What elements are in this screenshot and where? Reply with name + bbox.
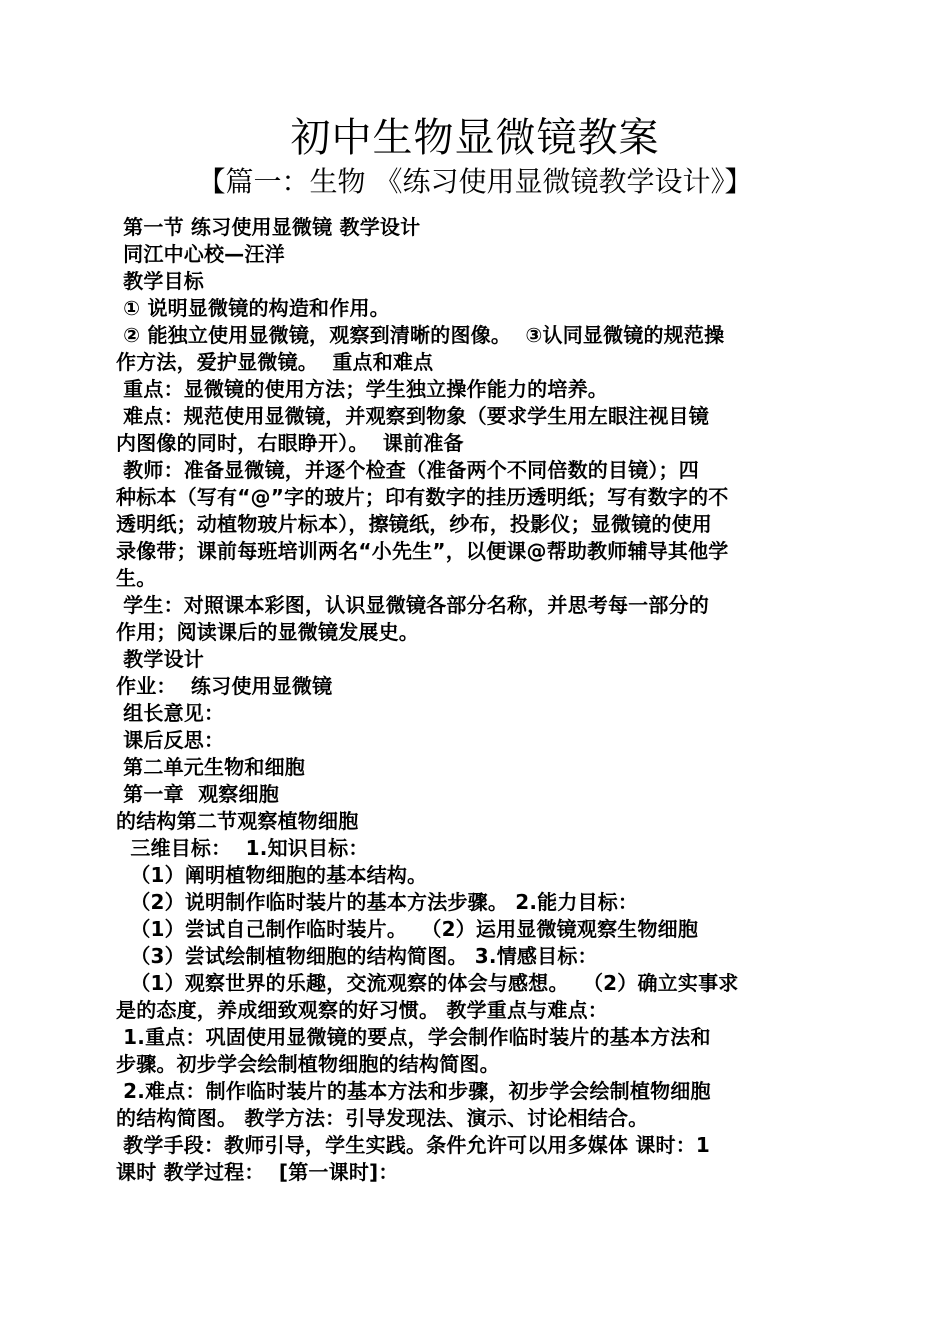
body-text-line: 2.难点：制作临时装片的基本方法和步骤，初步学会绘制植物细胞 <box>116 1079 711 1103</box>
body-text-line: 难点：规范使用显微镜，并观察到物象（要求学生用左眼注视目镜 <box>116 404 709 428</box>
body-text-line: （3）尝试绘制植物细胞的结构简图。 3.情感目标： <box>116 944 598 968</box>
body-text-line: 的结构第二节观察植物细胞 <box>116 809 359 833</box>
body-text-line: 教学手段：教师引导，学生实践。条件允许可以用多媒体 课时：1 <box>116 1133 711 1157</box>
body-text-line: ② 能独立使用显微镜，观察到清晰的图像。 ③认同显微镜的规范操 <box>116 323 725 347</box>
document-subtitle: 【篇一：生物 《练习使用显微镜教学设计》】 <box>197 165 753 198</box>
body-text-line: 学生：对照课本彩图，认识显微镜各部分名称，并思考每一部分的 <box>116 593 709 617</box>
body-text-line: 组长意见： <box>116 701 225 725</box>
body-text-line: 作业： 练习使用显微镜 <box>116 674 333 698</box>
body-text-line: （1）观察世界的乐趣，交流观察的体会与感想。 （2）确立实事求 <box>116 971 739 995</box>
body-text-line: 课时 教学过程： [第一课时]： <box>116 1160 399 1184</box>
body-text-line: 三维目标： 1.知识目标： <box>116 836 369 860</box>
body-text-line: 教学设计 <box>116 647 204 671</box>
body-text-line: 第一节 练习使用显微镜 教学设计 <box>116 215 421 239</box>
body-text-line: 教师：准备显微镜，并逐个检查（准备两个不同倍数的目镜）；四 <box>116 458 699 482</box>
body-text-line: （1）阐明植物细胞的基本结构。 <box>116 863 428 887</box>
body-text-line: 步骤。初步学会绘制植物细胞的结构简图。 <box>116 1052 500 1076</box>
body-text-line: ① 说明显微镜的构造和作用。 <box>116 296 390 320</box>
body-text-line: 作方法，爱护显微镜。 重点和难点 <box>116 350 434 374</box>
document-body <box>116 214 838 1186</box>
body-text-line: 同江中心校—汪洋 <box>116 242 285 266</box>
body-text-line: 重点：显微镜的使用方法；学生独立操作能力的培养。 <box>116 377 608 401</box>
body-text-line: （1）尝试自己制作临时装片。 （2）运用显微镜观察生物细胞 <box>116 917 699 941</box>
body-text-line: 第二单元生物和细胞 <box>116 755 305 779</box>
body-text-line: 1.重点：巩固使用显微镜的要点，学会制作临时装片的基本方法和 <box>116 1025 711 1049</box>
body-text-line: （2）说明制作临时装片的基本方法步骤。 2.能力目标： <box>116 890 639 914</box>
body-text-line: 生。 <box>116 566 157 590</box>
body-text-line: 透明纸；动植物玻片标本），擦镜纸，纱布，投影仪；显微镜的使用 <box>116 512 712 536</box>
body-text-line: 作用；阅读课后的显微镜发展史。 <box>116 620 419 644</box>
body-text-line: 教学目标 <box>116 269 204 293</box>
body-text-line: 的结构简图。 教学方法：引导发现法、演示、讨论相结合。 <box>116 1106 649 1130</box>
body-text-line: 课后反思： <box>116 728 225 752</box>
body-text-line: 录像带；课前每班培训两名“小先生”，以便课@帮助教师辅导其他学 <box>116 539 729 563</box>
body-text-line: 种标本（写有“@”字的玻片；印有数字的挂历透明纸；写有数字的不 <box>116 485 729 509</box>
body-text-line: 内图像的同时，右眼睁开）。 课前准备 <box>116 431 464 455</box>
body-text-line: 第一章 观察细胞 <box>116 782 279 806</box>
document-title: 初中生物显微镜教案 <box>290 115 660 161</box>
body-text-line: 是的态度，养成细致观察的好习惯。 教学重点与难点： <box>116 998 608 1022</box>
